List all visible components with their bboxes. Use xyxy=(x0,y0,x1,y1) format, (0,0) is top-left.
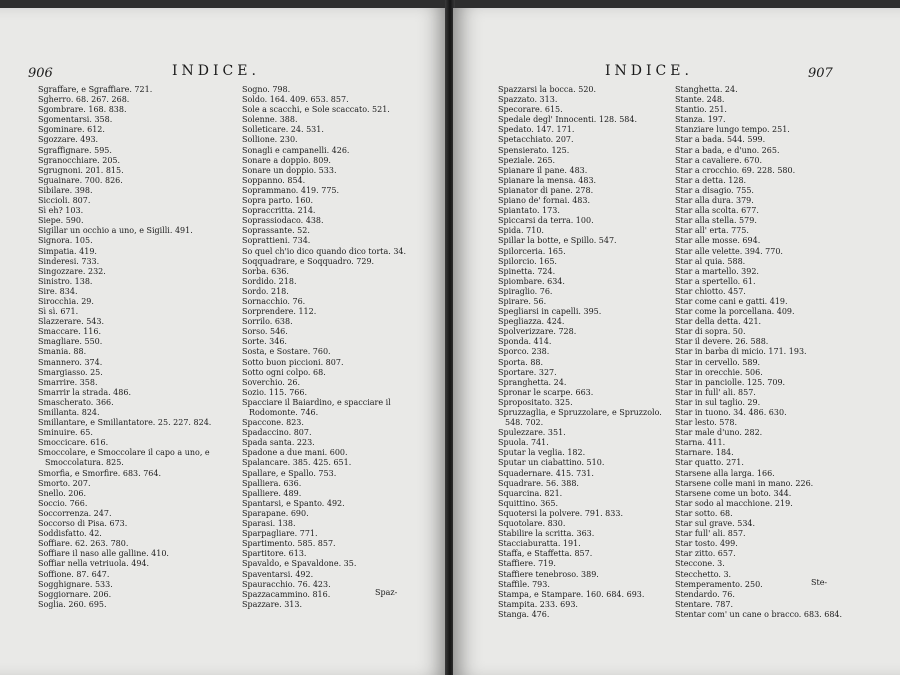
index-entry: Sorprendere. 112. xyxy=(242,307,317,317)
index-entry: Spalancare. 385. 425. 651. xyxy=(242,458,352,468)
index-entry: Siepe. 590. xyxy=(38,216,84,226)
index-entry: Steccone. 3. xyxy=(675,559,725,569)
index-entry: Solleticare. 24. 531. xyxy=(242,125,324,135)
index-entry: Sparpagliare. 771. xyxy=(242,529,318,539)
index-entry: Starsene alla larga. 166. xyxy=(675,468,775,478)
index-entry: Star a cavaliere. 670. xyxy=(675,155,762,165)
index-entry: Star alla dura. 379. xyxy=(675,196,754,206)
index-entry: Star alle velette. 394. 770. xyxy=(675,246,783,256)
index-entry: Sordido. 218. xyxy=(242,276,297,286)
page-number-right: 907 xyxy=(808,66,833,81)
index-entry: Star a crocchio. 69. 228. 580. xyxy=(675,165,796,175)
index-entry: Sputar un ciabattino. 510. xyxy=(498,458,605,468)
index-entry: Spartimento. 585. 857. xyxy=(242,539,336,549)
index-entry: Star a spertello. 61. xyxy=(675,276,756,286)
index-entry: Star sodo al macchione. 219. xyxy=(675,498,793,508)
index-entry: Staffile. 793. xyxy=(498,579,550,589)
index-entry: Spacciare il Baiardino, e spacciare il Rodomonte. 746. xyxy=(242,397,391,417)
index-entry: Smascherato. 366. xyxy=(38,397,114,407)
index-entry: Smarrir la strada. 486. xyxy=(38,387,131,397)
index-entry: Soppanno. 854. xyxy=(242,175,306,185)
index-entry: Spauracchio. 76. 423. xyxy=(242,579,331,589)
index-entry: Star a bada, e d'uno. 265. xyxy=(675,145,780,155)
index-entry: Stentar com' un cane o bracco. 683. 684. xyxy=(675,609,843,619)
index-entry: Smargiasso. 25. xyxy=(38,367,103,377)
index-entry: Star in panciolle. 125. 709. xyxy=(675,377,786,387)
index-entry: Sporco. 238. xyxy=(498,347,550,357)
index-entry: Star a detta. 128. xyxy=(675,175,747,185)
index-entry: Spuola. 741. xyxy=(498,438,549,448)
index-entry: Soprassante. 52. xyxy=(242,226,310,236)
index-entry: Spetacchiato. 207. xyxy=(498,135,574,145)
index-entry: Smarrire. 358. xyxy=(38,377,98,387)
index-entry: Sgominare. 612. xyxy=(38,125,105,135)
index-entry: Star di sopra. 50. xyxy=(675,327,746,337)
index-entry: Spiombare. 634. xyxy=(498,276,565,286)
index-entry: Smorfia, e Smorfire. 683. 764. xyxy=(38,468,162,478)
index-entry: Star come la porcellana. 409. xyxy=(675,307,795,317)
index-entry: Spallare, e Spallo. 753. xyxy=(242,468,337,478)
page-number-left: 906 xyxy=(28,66,53,81)
index-entry: Sguainare. 700. 826. xyxy=(38,175,123,185)
index-entry: Snello. 206. xyxy=(38,488,87,498)
index-entry: Sornacchio. 76. xyxy=(242,296,306,306)
index-entry: Stante. 248. xyxy=(675,95,725,105)
index-entry: Smillantare, e Smillantatore. 25. 227. 824. xyxy=(38,418,212,428)
index-entry: Sgraffare, e Sgraffiare. 721. xyxy=(38,85,153,94)
index-entry: Stanziare lungo tempo. 251. xyxy=(675,125,790,135)
index-entry: Soverchio. 26. xyxy=(242,377,301,387)
catchword-right: Ste- xyxy=(811,578,828,587)
index-entry: Spazzarsi la bocca. 520. xyxy=(498,85,597,94)
index-entry: Spilorcio. 165. xyxy=(498,256,557,266)
index-entry: Star in tuono. 34. 486. 630. xyxy=(675,408,787,417)
index-entry: Staffiere tenebroso. 389. xyxy=(498,569,599,579)
index-entry: Sorrilo. 638. xyxy=(242,317,293,327)
index-entry: Smorto. 207. xyxy=(38,478,91,488)
index-entry: Sogghignare. 533. xyxy=(38,579,113,589)
index-entry: Soffiare. 62. 263. 780. xyxy=(38,539,129,549)
index-entry: Soldo. 164. 409. 653. 857. xyxy=(242,95,349,105)
index-entry: Soprammano. 419. 775. xyxy=(242,185,340,195)
index-entry: Sinderesi. 733. xyxy=(38,256,100,266)
index-entry: Star in cervello. 589. xyxy=(675,357,761,367)
index-entry: Soprassiodaco. 438. xyxy=(242,216,324,226)
index-entry: Spilorceria. 165. xyxy=(498,246,566,256)
index-entry: Sigillar un occhio a uno, e Sigilli. 491. xyxy=(38,226,193,236)
index-entry: Spruzzaglia, e Spruzzolare, e Spruzzolo. 548. 702. xyxy=(498,408,662,428)
index-entry: Spinetta. 724. xyxy=(498,266,556,276)
index-entry: Sgozzare. 493. xyxy=(38,135,99,145)
index-entry: Sponda. 414. xyxy=(498,337,552,347)
index-entry: Slazzerare. 543. xyxy=(38,317,105,327)
index-entry: Stentare. 787. xyxy=(675,599,734,609)
index-entry: Star alla stella. 579. xyxy=(675,216,757,226)
index-entry: Spulezzare. 351. xyxy=(498,428,566,438)
index-entry: Spedato. 147. 171. xyxy=(498,125,575,135)
index-entry: Starna. 411. xyxy=(675,438,726,448)
index-entry: Sonare un doppio. 533. xyxy=(242,165,337,175)
index-entry: Spaccone. 823. xyxy=(242,418,304,428)
index-entry: Spolverizzare. 728. xyxy=(498,327,577,337)
index-entry: Stabilire la scritta. 363. xyxy=(498,529,595,539)
index-entry: Starnare. 184. xyxy=(675,448,734,458)
index-entry: Sollione. 230. xyxy=(242,135,298,145)
index-entry: Spianator di pane. 278. xyxy=(498,185,594,195)
index-entry: Spensierato. 125. xyxy=(498,145,570,155)
index-entry: Sosta, e Sostare. 760. xyxy=(242,347,331,357)
index-entry: Sportare. 327. xyxy=(498,367,557,377)
index-entry: Sì eh? 103. xyxy=(38,206,84,216)
index-entry: Star alla scolta. 677. xyxy=(675,206,759,216)
index-entry: Siccioli. 807. xyxy=(38,196,91,206)
index-entry: Sorso. 546. xyxy=(242,327,288,337)
index-entry: Squadrare. 56. 388. xyxy=(498,478,579,488)
index-entry: Sozio. 115. 766. xyxy=(242,387,307,397)
index-entry: Spropositato. 325. xyxy=(498,397,573,407)
index-entry: Sminuire. 65. xyxy=(38,428,93,438)
index-entry: Sirocchia. 29. xyxy=(38,296,94,306)
index-entry: Smagliare. 550. xyxy=(38,337,103,347)
index-entry: Soccorrenza. 247. xyxy=(38,508,112,518)
index-entry: Spalliere. 489. xyxy=(242,488,302,498)
index-entry: Sgraffignare. 595. xyxy=(38,145,112,155)
index-entry: Soddisfatto. 42. xyxy=(38,529,102,539)
index-entry: Stendardo. 76. xyxy=(675,589,735,599)
index-entry: Soprattieni. 734. xyxy=(242,236,311,246)
index-entry: Specorare. 615. xyxy=(498,105,563,115)
index-entry: Stemperamento. 250. xyxy=(675,579,763,589)
index-entry: Star tosto. 499. xyxy=(675,539,738,549)
index-entry: Star male d'uno. 282. xyxy=(675,428,763,438)
index-entry: Spianare il pane. 483. xyxy=(498,165,588,175)
index-entry: Starsene come un boto. 344. xyxy=(675,488,792,498)
index-entry: Soccorso di Pisa. 673. xyxy=(38,519,128,529)
index-entry: Spronar le scarpe. 663. xyxy=(498,387,594,397)
index-entry: Sibilare. 398. xyxy=(38,185,93,195)
index-entry: Star full' ali. 857. xyxy=(675,529,746,539)
index-entry: Spadone a due mani. 600. xyxy=(242,448,348,458)
index-entry: Star all' erta. 775. xyxy=(675,226,749,236)
running-head-left: INDICE. xyxy=(172,63,260,79)
index-entry: Sogno. 798. xyxy=(242,85,291,94)
index-entry: Sporta. 88. xyxy=(498,357,544,367)
index-entry: Staffa, e Staffetta. 857. xyxy=(498,549,593,559)
index-entry: Soqquadrare, e Soqquadro. 729. xyxy=(242,256,375,266)
index-entry: Spegliarsi in capelli. 395. xyxy=(498,307,602,317)
index-entry: Smaccare. 116. xyxy=(38,327,102,337)
index-entry: Spavaldo, e Spavaldone. 35. xyxy=(242,559,357,569)
index-entry: Signora. 105. xyxy=(38,236,93,246)
index-column-right-1 xyxy=(498,85,678,620)
index-entry: Squittino. 365. xyxy=(498,498,559,508)
index-entry: Squotersi la polvere. 791. 833. xyxy=(498,508,623,518)
index-entry: Spirare. 56. xyxy=(498,296,547,306)
index-entry: Soffiar nella vetriuola. 494. xyxy=(38,559,150,569)
index-entry: Stanga. 476. xyxy=(498,609,550,619)
index-entry: Spalliera. 636. xyxy=(242,478,302,488)
index-entry: Star in orecchie. 506. xyxy=(675,367,763,377)
index-entry: Squotolare. 830. xyxy=(498,519,566,529)
index-entry: So quel ch'io dico quando dico torta. 34. xyxy=(242,246,407,256)
index-entry: Spegliazza. 424. xyxy=(498,317,565,327)
index-entry: Soglia. 260. 695. xyxy=(38,599,107,609)
index-entry: Soccio. 766. xyxy=(38,498,88,508)
index-entry: Sopra parto. 160. xyxy=(242,196,314,206)
index-entry: Spazzato. 313. xyxy=(498,95,558,105)
index-entry: Sonare a doppio. 809. xyxy=(242,155,331,165)
index-entry: Smoccolare, e Smoccolare il capo a uno, e Smoccolatura. 825. xyxy=(38,448,210,468)
right-page xyxy=(453,8,900,675)
index-entry: Star chiotto. 457. xyxy=(675,286,746,296)
index-entry: Spiccarsi da terra. 100. xyxy=(498,216,594,226)
index-entry: Sordo. 218. xyxy=(242,286,289,296)
index-column-left-1 xyxy=(38,85,238,610)
index-entry: Sgranocchiare. 205. xyxy=(38,155,121,165)
index-entry: Sire. 834. xyxy=(38,286,78,296)
index-entry: Sparapane. 690. xyxy=(242,508,309,518)
index-entry: Speziale. 265. xyxy=(498,155,556,165)
index-entry: Simpatia. 419. xyxy=(38,246,97,256)
index-entry: Stanza. 197. xyxy=(675,115,726,125)
index-entry: Spiano de' fornai. 483. xyxy=(498,196,591,206)
index-entry: Sgherro. 68. 267. 268. xyxy=(38,95,130,105)
index-entry: Stampita. 233. 693. xyxy=(498,599,578,609)
index-entry: Star sul grave. 534. xyxy=(675,519,756,529)
index-entry: Sole a scacchi, e Sole scaccato. 521. xyxy=(242,105,390,115)
index-entry: Spiantato. 173. xyxy=(498,206,560,216)
index-entry: Star a bada. 544. 599. xyxy=(675,135,766,145)
index-entry: Soffiare il naso alle galline. 410. xyxy=(38,549,169,559)
index-entry: Sinistro. 138. xyxy=(38,276,93,286)
index-entry: Stecchetto. 3. xyxy=(675,569,732,579)
index-entry: Sopraccritta. 214. xyxy=(242,206,316,216)
index-entry: Star sotto. 68. xyxy=(675,508,733,518)
index-entry: Spida. 710. xyxy=(498,226,544,236)
catchword-left: Spaz- xyxy=(375,588,398,597)
index-entry: Star al quia. 588. xyxy=(675,256,746,266)
index-entry: Stantio. 251. xyxy=(675,105,727,115)
running-head-right: INDICE. xyxy=(605,63,693,79)
index-entry: Star alle mosse. 694. xyxy=(675,236,761,246)
index-entry: Stampa, e Stampare. 160. 684. 693. xyxy=(498,589,645,599)
index-entry: Spadaccino. 807. xyxy=(242,428,312,438)
index-entry: Star in sul taglio. 29. xyxy=(675,397,761,407)
index-entry: Squadernare. 415. 731. xyxy=(498,468,594,478)
index-entry: Sputar la veglia. 182. xyxy=(498,448,586,458)
index-entry: Star in barba di micio. 171. 193. xyxy=(675,347,807,357)
index-entry: Stanghetta. 24. xyxy=(675,85,738,94)
index-entry: Smillanta. 824. xyxy=(38,408,100,417)
index-entry: Squarcina. 821. xyxy=(498,488,563,498)
index-entry: Singozzare. 232. xyxy=(38,266,106,276)
index-entry: Sorte. 346. xyxy=(242,337,287,347)
index-entry: Star in full' ali. 857. xyxy=(675,387,756,397)
index-entry: Spillar la botte, e Spillo. 547. xyxy=(498,236,617,246)
index-entry: Soggiornare. 206. xyxy=(38,589,112,599)
index-entry: Smannero. 374. xyxy=(38,357,103,367)
index-entry: Star zitto. 657. xyxy=(675,549,736,559)
index-entry: Sgombrare. 168. 838. xyxy=(38,105,127,115)
index-entry: Spianare la mensa. 483. xyxy=(498,175,597,185)
index-entry: Spiraglio. 76. xyxy=(498,286,553,296)
index-column-right-2 xyxy=(675,85,895,620)
index-entry: Sorba. 636. xyxy=(242,266,289,276)
index-entry: Sgomentarsi. 358. xyxy=(38,115,113,125)
index-entry: Sgrugnoni. 201. 815. xyxy=(38,165,124,175)
index-entry: Spaventarsi. 492. xyxy=(242,569,314,579)
index-entry: Star della detta. 421. xyxy=(675,317,762,327)
index-entry: Spazzacammino. 816. xyxy=(242,589,331,599)
index-entry: Spartitore. 613. xyxy=(242,549,307,559)
index-entry: Star lesto. 578. xyxy=(675,418,738,428)
index-entry: Sotto ogni colpo. 68. xyxy=(242,367,326,377)
index-entry: Soffione. 87. 647. xyxy=(38,569,110,579)
index-entry: Spazzare. 313. xyxy=(242,599,303,609)
index-entry: Smoccicare. 616. xyxy=(38,438,109,448)
index-entry: Sì sì. 671. xyxy=(38,307,79,317)
index-entry: Smania. 88. xyxy=(38,347,87,357)
index-entry: Spantarsi, e Spanto. 492. xyxy=(242,498,345,508)
index-entry: Stacciaburatta. 191. xyxy=(498,539,581,549)
index-entry: Star a martello. 392. xyxy=(675,266,759,276)
index-entry: Sonagli e campanelli. 426. xyxy=(242,145,350,155)
index-entry: Sotto buon piccioni. 807. xyxy=(242,357,344,367)
index-entry: Solenne. 388. xyxy=(242,115,298,125)
index-entry: Spranghetta. 24. xyxy=(498,377,567,387)
left-page xyxy=(0,8,447,675)
index-entry: Spedale degl' Innocenti. 128. 584. xyxy=(498,115,638,125)
index-entry: Star come cani e gatti. 419. xyxy=(675,296,788,306)
index-entry: Spada santa. 223. xyxy=(242,438,315,448)
index-entry: Star il devere. 26. 588. xyxy=(675,337,769,347)
index-column-left-2 xyxy=(242,85,442,610)
index-entry: Sparasi. 138. xyxy=(242,519,296,529)
index-entry: Staffiere. 719. xyxy=(498,559,556,569)
index-entry: Star a disagio. 755. xyxy=(675,185,754,195)
index-entry: Starsene colle mani in mano. 226. xyxy=(675,478,814,488)
index-entry: Star quatto. 271. xyxy=(675,458,744,468)
